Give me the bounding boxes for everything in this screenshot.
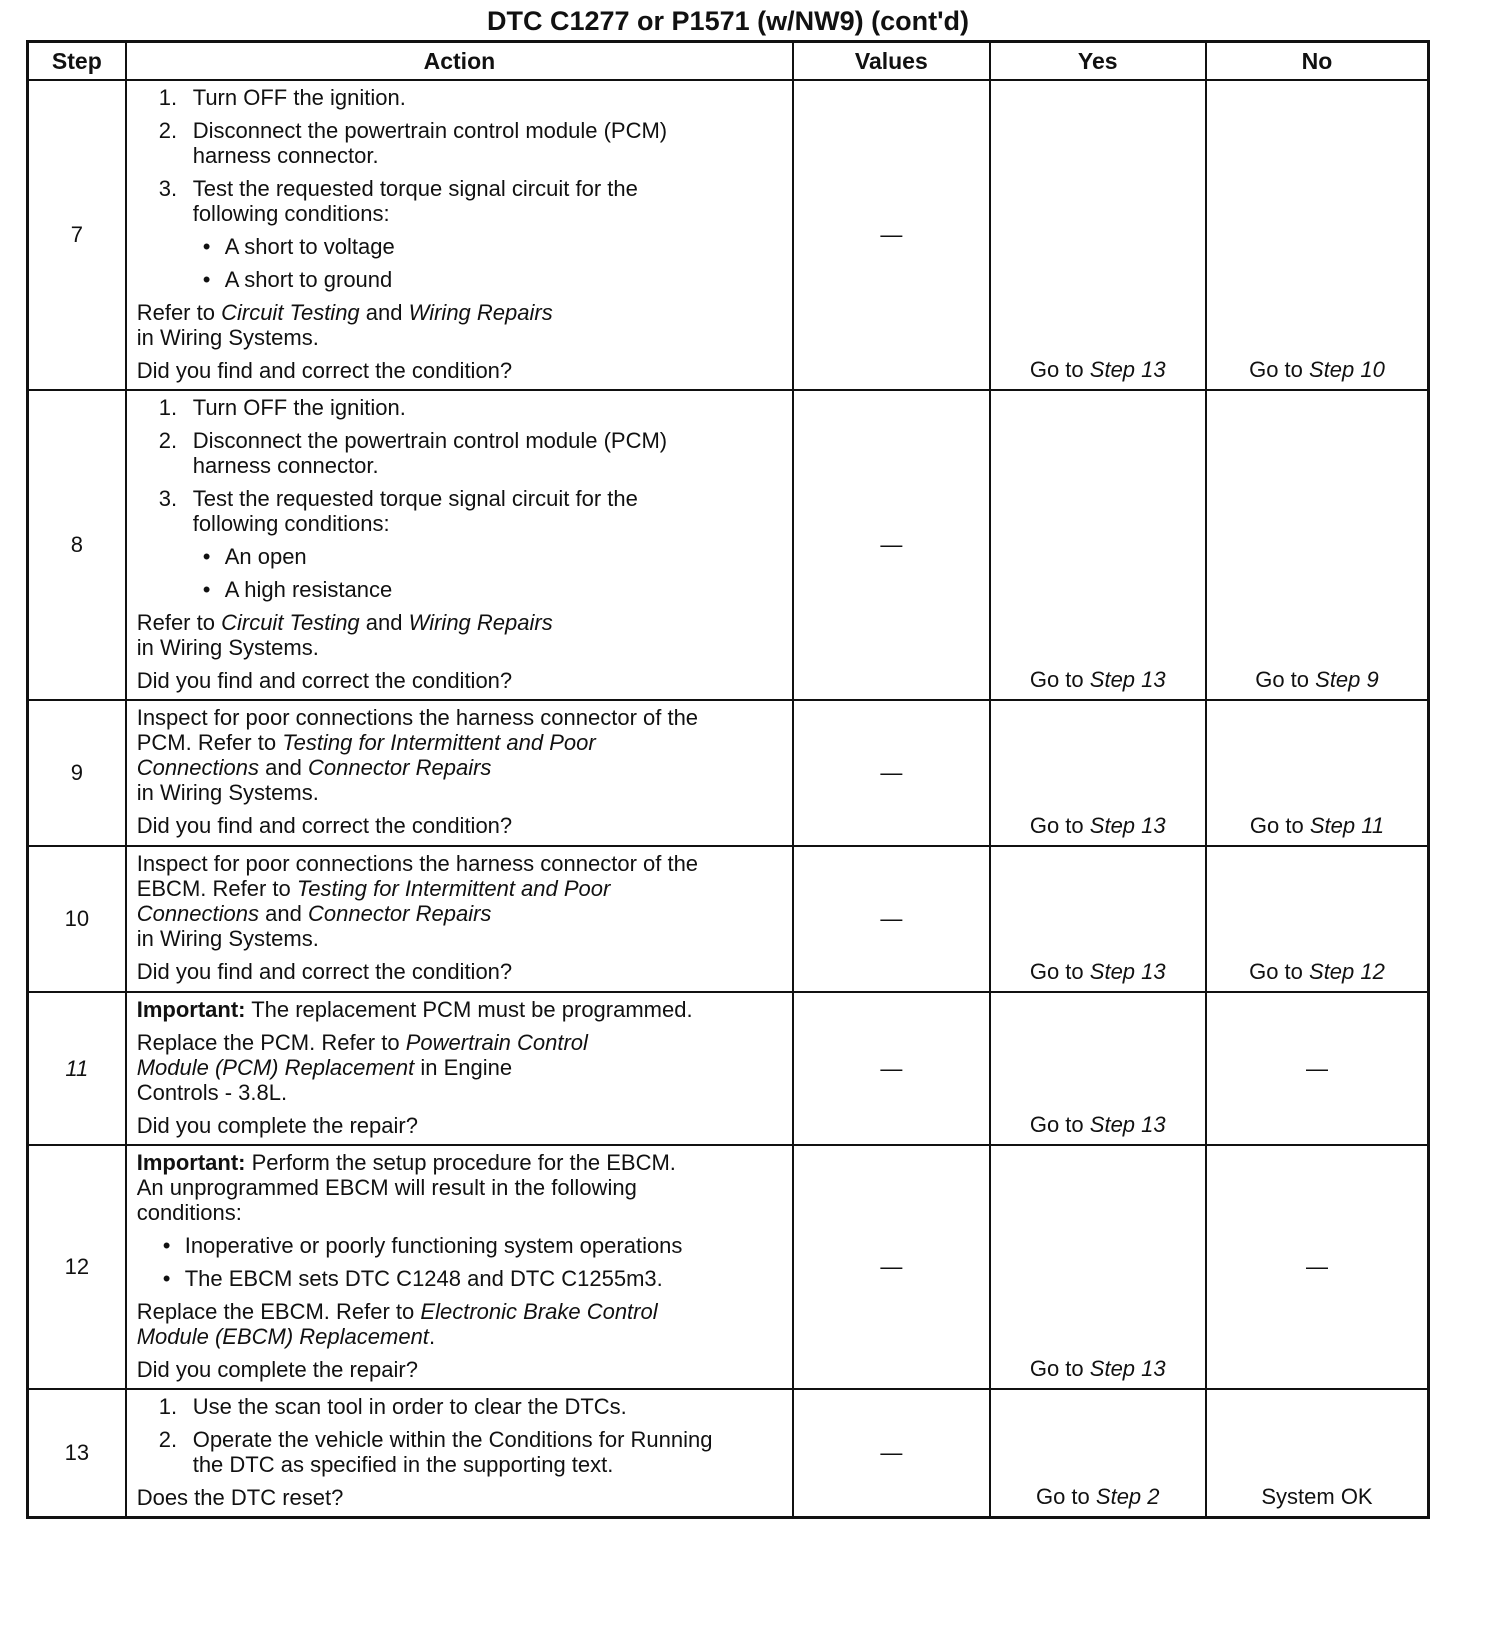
question-text: Does the DTC reset?	[136, 1485, 344, 1510]
question-text: Did you complete the repair?	[136, 1357, 418, 1382]
step-number: 8	[28, 390, 126, 700]
step-number: 11	[28, 992, 126, 1145]
step-number: 13	[28, 1389, 126, 1518]
list-item: 1. Use the scan tool in order to clear the DTCs.	[158, 1394, 627, 1419]
no-cell: Go to Step 11	[1206, 700, 1429, 846]
question-text: Did you find and correct the condition?	[136, 358, 513, 383]
yes-cell: Go to Step 2	[990, 1389, 1206, 1518]
question-text: Did you complete the repair?	[136, 1113, 418, 1138]
question-text: Did you find and correct the condition?	[136, 959, 513, 984]
no-cell: Go to Step 9	[1206, 390, 1429, 700]
values-cell: —	[793, 390, 989, 700]
reference-text: Refer to Circuit Testing and Wiring Repairs in Wiring Systems.	[136, 610, 553, 660]
important-note: Important: The replacement PCM must be programmed.	[136, 997, 693, 1022]
table-row	[28, 390, 1429, 700]
header-yes: Yes	[990, 42, 1206, 81]
list-item: 2. Disconnect the powertrain control module (PCM) harness connector.	[158, 428, 668, 478]
page-title: DTC C1277 or P1571 (w/NW9) (cont'd)	[486, 6, 969, 36]
action-cell	[126, 1145, 793, 1389]
inspect-text: Inspect for poor connections the harness connector of the PCM. Refer to Testing for Intermittent and Poor Connections and Connector Repairs in Wiring Systems.	[136, 705, 699, 805]
list-item: 1. Turn OFF the ignition.	[158, 395, 406, 420]
step-number: 7	[28, 80, 126, 390]
table-row	[28, 992, 1429, 1145]
values-cell: —	[793, 700, 989, 846]
no-cell: Go to Step 10	[1206, 80, 1429, 390]
inspect-text: Inspect for poor connections the harness connector of the EBCM. Refer to Testing for Intermittent and Poor Connections and Connector Repairs in Wiring Systems.	[136, 851, 699, 951]
bullet-item: • The EBCM sets DTC C1248 and DTC C1255m3.	[162, 1266, 663, 1291]
bullet-item: • An open	[202, 544, 307, 569]
action-cell	[126, 390, 793, 700]
values-cell: —	[793, 80, 989, 390]
table-row	[28, 80, 1429, 390]
header-no: No	[1206, 42, 1429, 81]
no-cell: —	[1206, 1145, 1429, 1389]
bullet-item: • A high resistance	[202, 577, 393, 602]
header-values: Values	[793, 42, 989, 81]
values-cell: —	[793, 1145, 989, 1389]
table-row	[28, 700, 1429, 846]
list-item: 2. Operate the vehicle within the Conditions for Running the DTC as specified in the supporting text.	[158, 1427, 713, 1477]
bullet-item: • A short to ground	[202, 267, 393, 292]
values-cell: —	[793, 1389, 989, 1518]
table-row	[28, 1145, 1429, 1389]
list-item: 3. Test the requested torque signal circuit for the following conditions:	[158, 176, 638, 226]
yes-cell: Go to Step 13	[990, 992, 1206, 1145]
action-cell	[126, 992, 793, 1145]
yes-cell: Go to Step 13	[990, 390, 1206, 700]
question-text: Did you find and correct the condition?	[136, 813, 513, 838]
no-cell: System OK	[1206, 1389, 1429, 1518]
reference-text: Refer to Circuit Testing and Wiring Repairs in Wiring Systems.	[136, 300, 553, 350]
list-item: 3. Test the requested torque signal circuit for the following conditions:	[158, 486, 638, 536]
table-row	[28, 846, 1429, 992]
action-cell	[126, 1389, 793, 1518]
step-number: 12	[28, 1145, 126, 1389]
no-cell: —	[1206, 992, 1429, 1145]
action-cell	[126, 846, 793, 992]
list-item: 2. Disconnect the powertrain control module (PCM) harness connector.	[158, 118, 668, 168]
table-header-row	[28, 42, 1429, 81]
values-cell: —	[793, 992, 989, 1145]
question-text: Did you find and correct the condition?	[136, 668, 513, 693]
reference-text: Replace the EBCM. Refer to Electronic Brake Control Module (EBCM) Replacement.	[136, 1299, 658, 1349]
values-cell: —	[793, 846, 989, 992]
yes-cell: Go to Step 13	[990, 846, 1206, 992]
list-item: 1. Turn OFF the ignition.	[158, 85, 406, 110]
no-cell: Go to Step 12	[1206, 846, 1429, 992]
header-action: Action	[126, 42, 793, 81]
table-row	[28, 1389, 1429, 1518]
step-number: 10	[28, 846, 126, 992]
reference-text: Replace the PCM. Refer to Powertrain Control Module (PCM) Replacement in Engine Controls - 3.8L.	[136, 1030, 588, 1105]
yes-cell: Go to Step 13	[990, 1145, 1206, 1389]
action-cell	[126, 700, 793, 846]
diagnostic-table	[26, 40, 1430, 1519]
bullet-item: • A short to voltage	[202, 234, 395, 259]
yes-cell: Go to Step 13	[990, 700, 1206, 846]
yes-cell: Go to Step 13	[990, 80, 1206, 390]
important-note: Important: Perform the setup procedure for the EBCM. An unprogrammed EBCM will result in the following conditions:	[136, 1150, 676, 1225]
bullet-item: • Inoperative or poorly functioning system operations	[162, 1233, 683, 1258]
header-step: Step	[28, 42, 126, 81]
step-number: 9	[28, 700, 126, 846]
action-cell	[126, 80, 793, 390]
